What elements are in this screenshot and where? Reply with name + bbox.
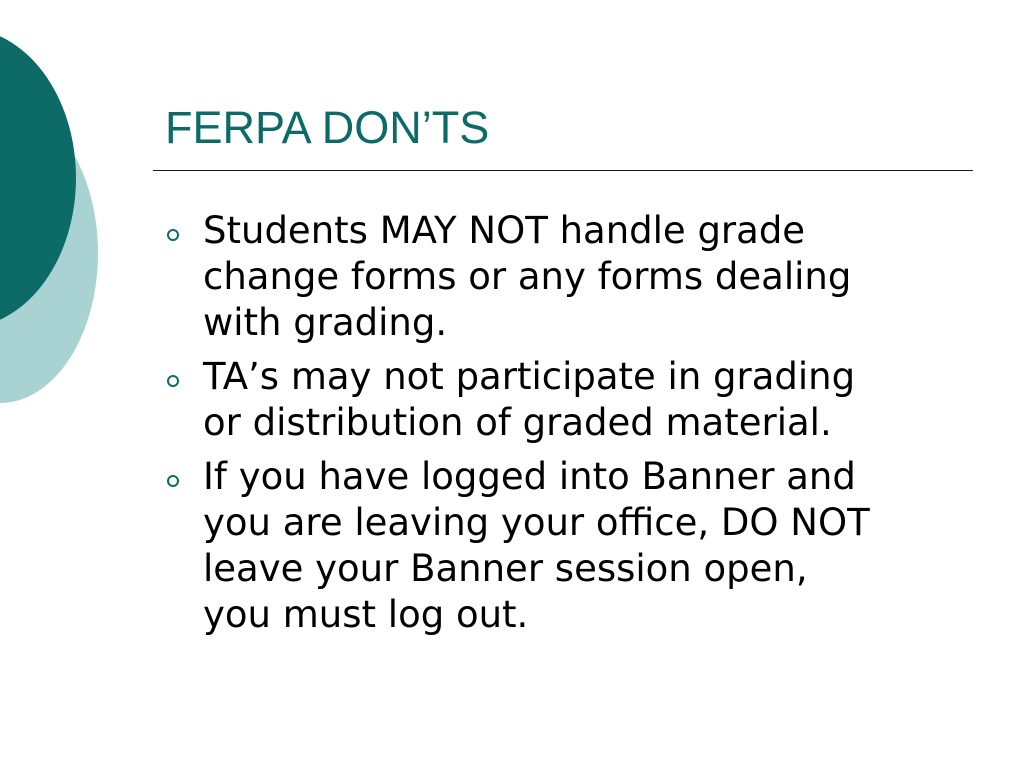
bullet-list bbox=[160, 208, 980, 646]
bullet-text bbox=[203, 354, 973, 446]
bullet-text bbox=[203, 208, 973, 346]
bullet-line: you are leaving your office, DO NOT bbox=[203, 501, 870, 544]
bullet-item bbox=[160, 354, 980, 446]
bullet-line: TA’s may not participate in grading bbox=[203, 355, 856, 398]
hollow-circle-icon bbox=[167, 475, 179, 487]
bullet-item bbox=[160, 454, 980, 638]
bullet-line: Students MAY NOT handle grade bbox=[203, 209, 806, 252]
bullet-line: you must log out. bbox=[203, 593, 529, 636]
bullet-line: leave your Banner session open, bbox=[203, 547, 808, 590]
bullet-line: or distribution of graded material. bbox=[203, 401, 832, 444]
bullet-text bbox=[203, 454, 973, 638]
title-divider bbox=[153, 170, 973, 171]
bullet-line: change forms or any forms dealing bbox=[203, 255, 852, 298]
bullet-item bbox=[160, 208, 980, 346]
slide-title: FERPA DON’TS bbox=[165, 102, 490, 153]
bullet-line: with grading. bbox=[203, 301, 448, 344]
bullet-line: If you have logged into Banner and bbox=[203, 455, 856, 498]
hollow-circle-icon bbox=[167, 375, 179, 387]
hollow-circle-icon bbox=[167, 229, 179, 241]
